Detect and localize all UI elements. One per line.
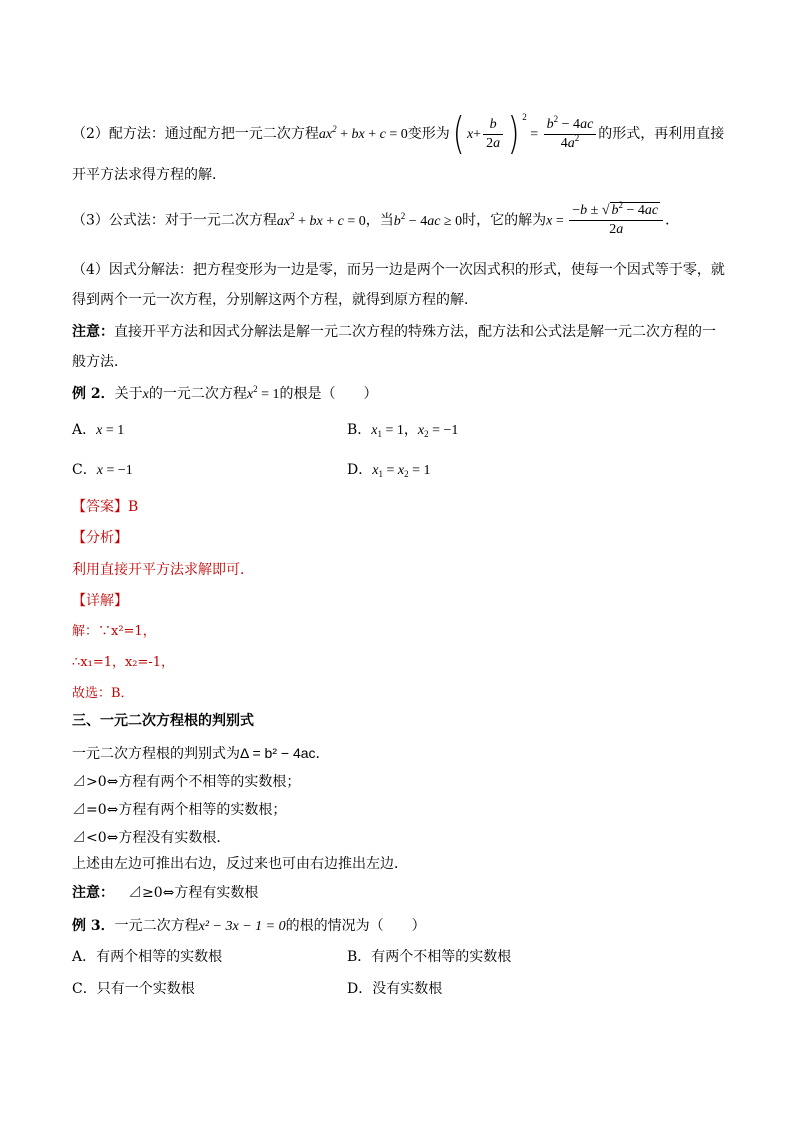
example2-answer (72, 497, 138, 517)
gongshi-mid1: ，当 (365, 212, 394, 229)
detail-line-1: 解：∵x²=1， (72, 624, 156, 639)
note-label: 注意： (72, 324, 114, 340)
discriminant-formula: Δ = b² − 4ac (240, 745, 316, 761)
left-paren: ( (452, 108, 465, 159)
example2-label: 例 2． (72, 386, 115, 402)
gongshi-prefix: （3）公式法：对于一元二次方程 (72, 212, 277, 229)
intro-end: ． (315, 746, 330, 762)
detail-line-2: ∴x₁=1，x₂=-1， (72, 655, 175, 670)
analysis-tag: 【分析】 (72, 530, 128, 546)
example2-q-a: 关于 (114, 386, 143, 402)
detail-tag: 【详解】 (72, 593, 128, 609)
peifang-mid: 变形为 (407, 126, 450, 142)
right-paren: ) (507, 108, 520, 159)
example3-equation: x² − 3x − 1 = 0 (198, 919, 286, 934)
intro-text: 一元二次方程根的判别式为 (72, 746, 240, 762)
peifang-suffix: 的形式，再利用直接 (598, 126, 725, 142)
option-a-math: x = 1 (96, 423, 125, 438)
case-positive: ⊿>0⇔方程有两个不相等的实数根； (72, 774, 301, 790)
section3-note (72, 883, 258, 903)
option-c-label: C． (72, 462, 97, 478)
example2-question (72, 384, 377, 405)
section3-intro (72, 743, 330, 764)
example3-q-a: 一元二次方程 (114, 918, 199, 934)
equation-general-2: $ax^2$ + bx + c = 0 (276, 210, 366, 229)
quadratic-formula: $\frac{-b \pm √ b^2 - 4ac}{2a}$ (569, 202, 663, 239)
var-x: x+ (466, 127, 482, 142)
option-b-math: $x_1 = 1$ (371, 423, 404, 439)
example3-question (72, 916, 426, 937)
gongshi-end: ． (665, 212, 680, 229)
answer-value: B (128, 499, 139, 515)
example3-option-b[interactable]: B．有两个不相等的实数根 (347, 949, 512, 965)
option-a-label: A． (72, 422, 97, 438)
gongshi-line (72, 202, 679, 240)
section3-heading: 三、一元二次方程根的判别式 (72, 713, 254, 729)
converse-text: 上述由左边可推出右边，反过来也可由右边推出左边． (72, 856, 408, 872)
yinshi-line-2: 得到两个一元一次方程，分别解这两个方程，就得到原方程的解． (72, 292, 478, 308)
var-x-2: x (142, 387, 149, 402)
example2-option-d[interactable] (347, 460, 430, 481)
option-d-math: $x_1 = x_2 = 1$ (372, 463, 431, 479)
option-d-label: D． (347, 462, 373, 478)
note-line-2: 般方法． (72, 354, 128, 370)
example2-q-c: 的根是（ ） (279, 386, 378, 402)
example3-option-d[interactable]: D．没有实数根 (347, 981, 443, 997)
equation-x2-1: $x^2 = 1$ (246, 384, 280, 402)
peifang-prefix: （2）配方法：通过配方把一元二次方程 (72, 126, 319, 142)
fraction-discriminant: $\frac{b^2 - 4ac}{4a^2}$ (544, 116, 597, 153)
section3-note-text: ⊿≥0⇔方程有实数根 (128, 885, 259, 901)
answer-tag: 【答案】 (72, 499, 128, 515)
peifang-line-1: （2）配方法：通过配方把一元二次方程$ax^2$ + bx + c = 0变形为( x+ $\frac{b}{2a}$ ) $^2$ = $\frac{b^2 - 4ac}{4a^2}$ 的形式，再利用直接 (72, 108, 725, 159)
section3-note-label: 注意： (72, 885, 114, 901)
example3-option-c[interactable]: C．只有一个实数根 (72, 981, 195, 997)
analysis-text: 利用直接开平方法求解即可． (72, 562, 254, 578)
example3-option-a[interactable]: A．有两个相等的实数根 (72, 949, 223, 965)
option-c-math: x = −1 (96, 463, 133, 478)
example2-option-c[interactable] (72, 460, 133, 481)
fraction-b-over-2a: $\frac{b}{2a}$ (483, 116, 503, 153)
detail-line-3: 故选：B． (72, 686, 134, 701)
example2-option-b[interactable]: B．$x_1 = 1$，$x_2 = -1$ (347, 422, 459, 439)
yinshi-line-1: （4）因式分解法：把方程变形为一边是零，而另一边是两个一次因式积的形式，使每一个因式等于零，就 (72, 262, 725, 278)
case-negative: ⊿<0⇔方程没有实数根． (72, 830, 231, 846)
var-x-eq: x = (546, 213, 568, 229)
equation-general: $ax^2$ + bx + c = 0 (318, 124, 408, 142)
option-b-label: B． (347, 422, 372, 438)
peifang-line-2: 开平方法求得方程的解． (72, 167, 226, 183)
note-text-1: 直接开平方法和因式分解法是解一元二次方程的特殊方法，配方法和公式法是解一元二次方程的一 (114, 324, 716, 340)
discriminant-condition: $b^2 - 4ac \ge 0$ (393, 210, 463, 229)
case-zero: ⊿=0⇔方程有两个相等的实数根； (72, 802, 287, 818)
example2-option-a[interactable] (72, 420, 124, 441)
example2-q-b: 的一元二次方程 (148, 386, 247, 402)
example3-q-b: 的根的情况为（ ） (285, 918, 426, 934)
note-line-1 (72, 322, 716, 342)
example3-label: 例 3． (72, 918, 115, 934)
gongshi-mid2: 时，它的解为 (462, 212, 547, 229)
